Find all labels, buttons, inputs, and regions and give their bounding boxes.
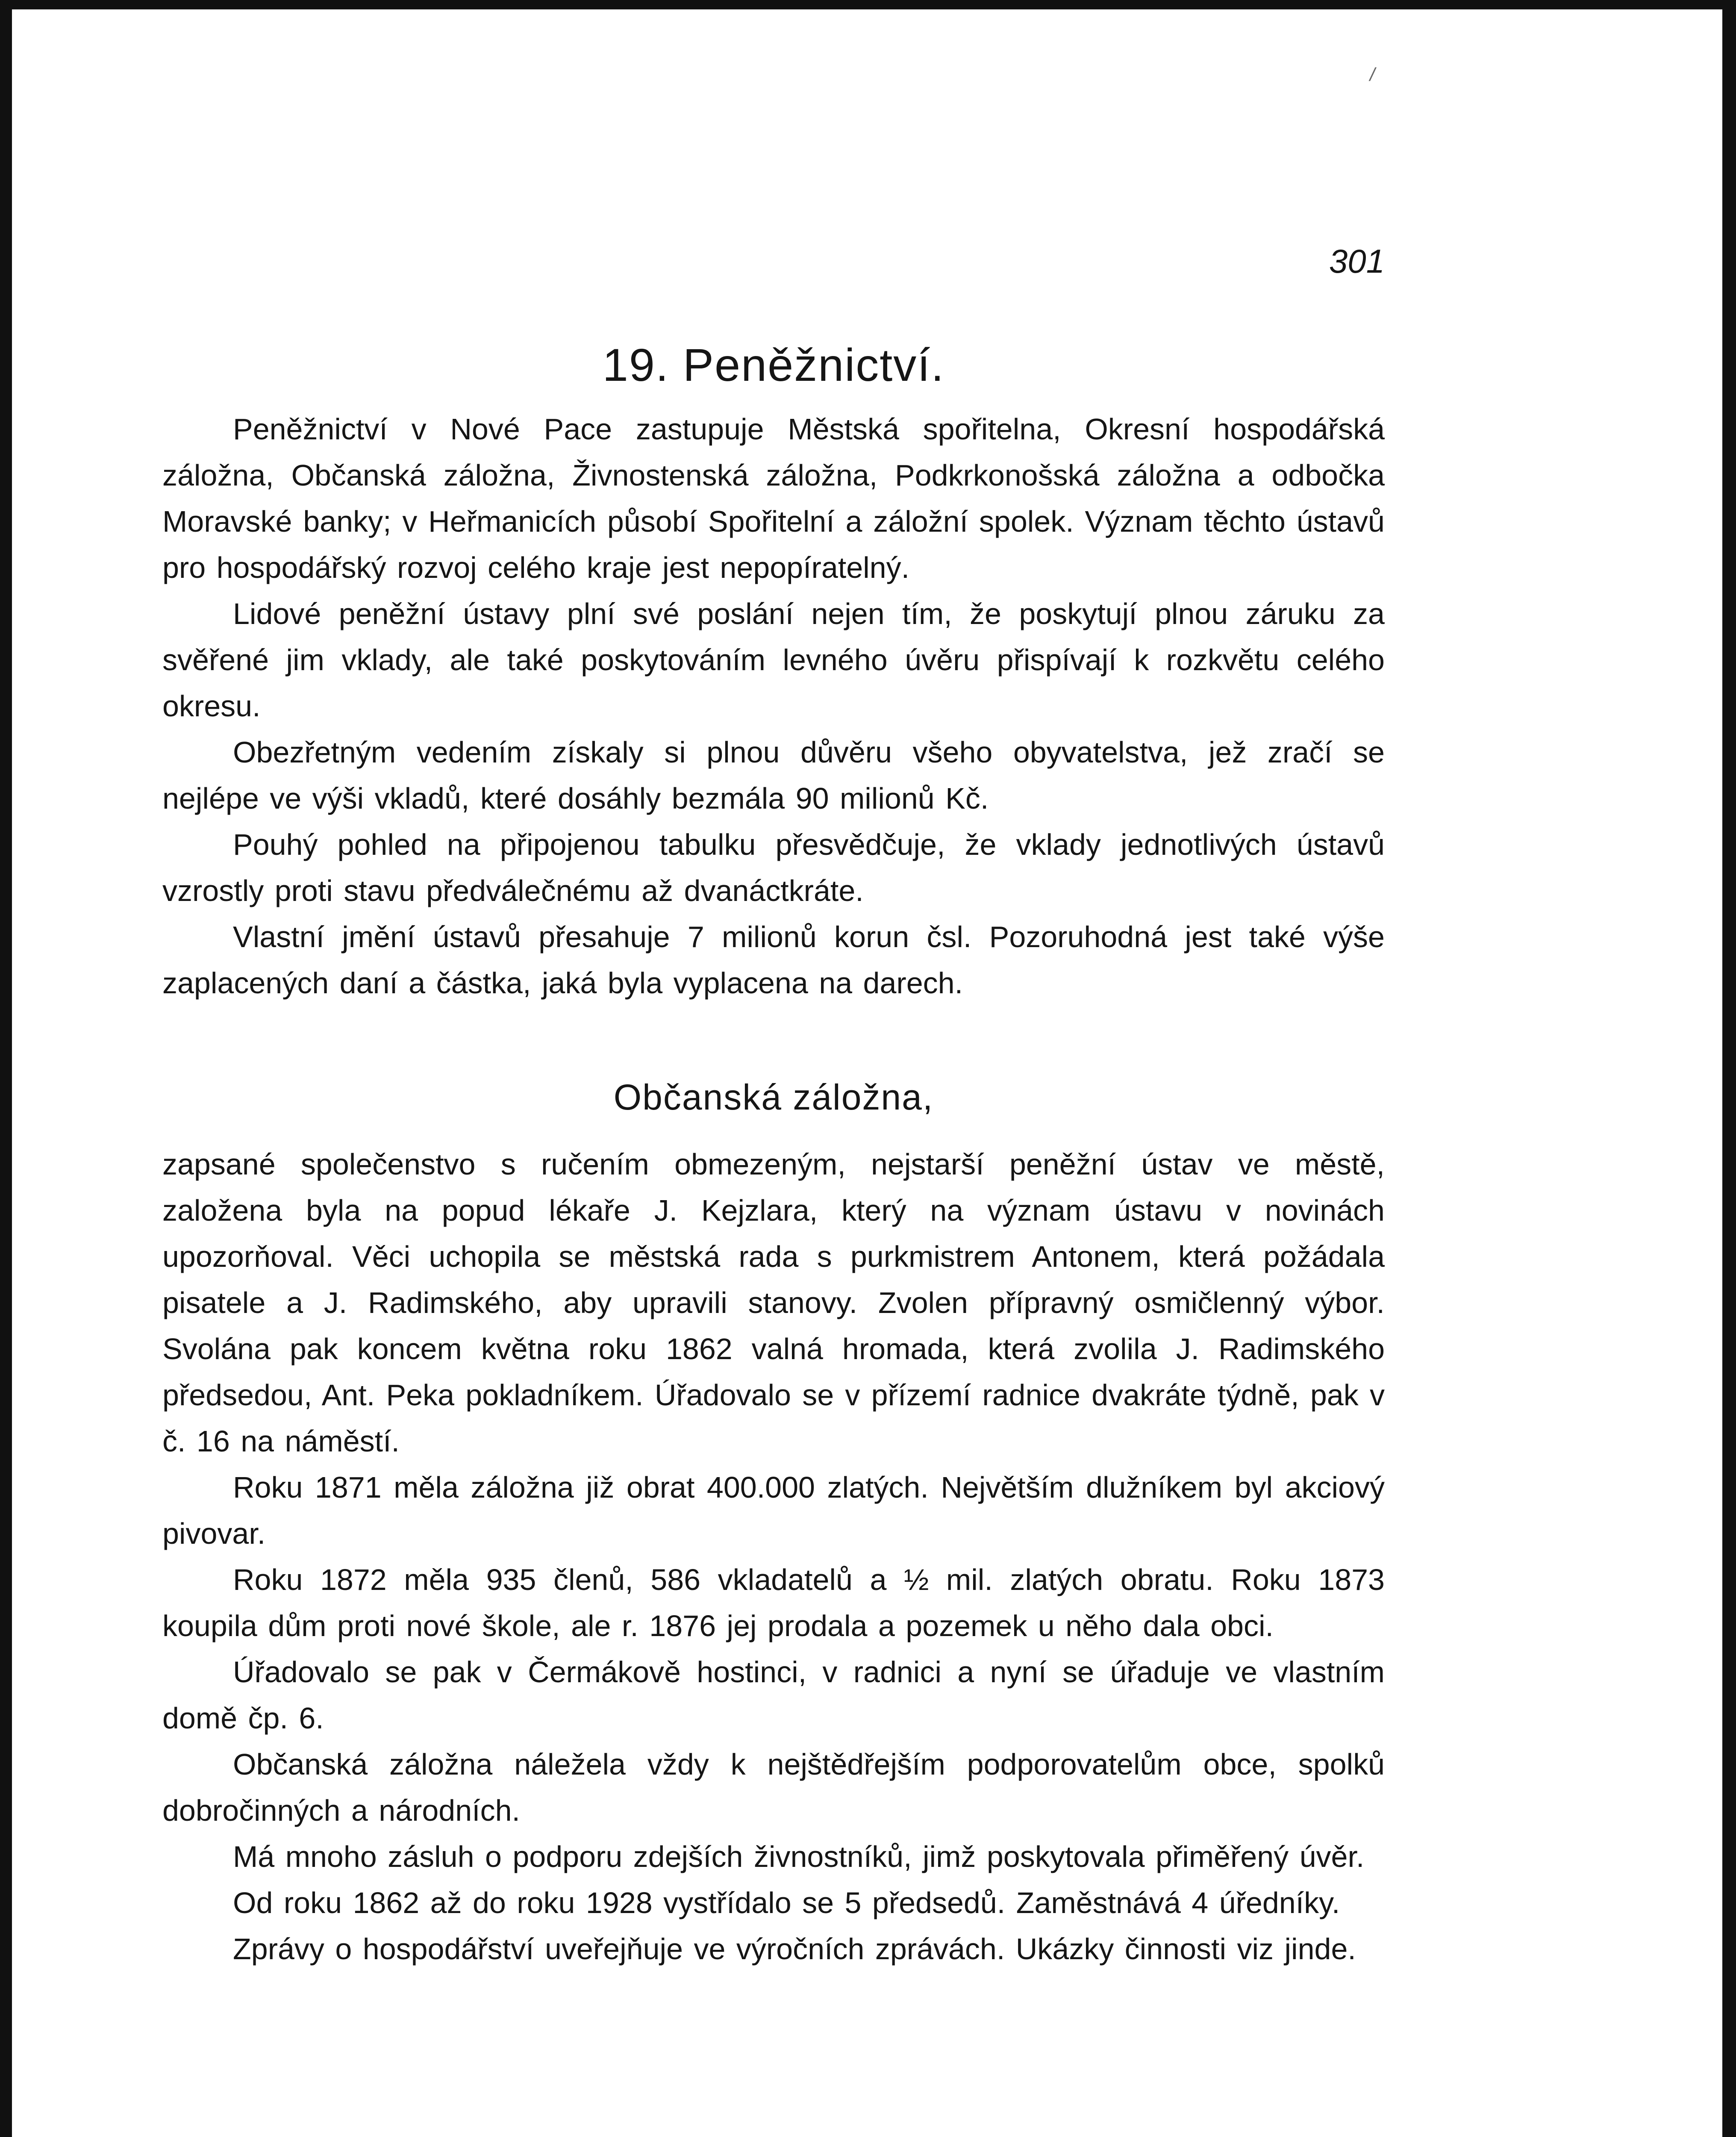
- paragraph: Vlastní jmění ústavů přesahuje 7 milionů korun čsl. Pozoruhodná jest také výše zaplacených daní a částka, jaká byla vyplacena na darech.: [162, 920, 1385, 1000]
- section-title-obcanska-zalozna: Občanská záložna,: [613, 1077, 934, 1117]
- stray-pencil-mark: /: [1370, 64, 1375, 85]
- section-title-penezictvi: 19. Peněžnictví.: [602, 339, 945, 391]
- paragraph: zapsané společenstvo s ručením obmezeným, nejstarší peněžní ústav ve městě, založena byla na popud lékaře J. Kejzlara, který na význam ústavu v novinách upozorňoval. Věci uchopila se městská rada s purkmistrem Antonem, která požádala pisatele a J. Radimského, aby upravili stanovy. Zvolen přípravný osmičlenný výbor. Svolána pak koncem května roku 1862 valná hromada, která zvolila J. Radimského předsedou, Ant. Peka pokladníkem. Úřadovalo se v přízemí radnice dvakráte týdně, pak v č. 16 na náměstí.: [162, 1148, 1385, 1458]
- paragraph: Roku 1871 měla záložna již obrat 400.000 zlatých. Největším dlužníkem byl akciový pivovar.: [162, 1471, 1385, 1550]
- section-body-penezictvi: [162, 406, 1385, 1006]
- paragraph: Od roku 1862 až do roku 1928 vystřídalo se 5 předsedů. Zaměstnává 4 úředníky.: [233, 1886, 1340, 1919]
- paragraph: Peněžnictví v Nové Pace zastupuje Městská spořitelna, Okresní hospodářská záložna, Občanská záložna, Živnostenská záložna, Podkrkonošská záložna a odbočka Moravské banky; v Heřmanicích působí Spořitelní a záložní spolek. Význam těchto ústavů pro hospodářský rozvoj celého kraje jest nepopíratelný.: [162, 412, 1385, 584]
- paragraph: Obezřetným vedením získaly si plnou důvěru všeho obyvatelstva, jež zračí se nejlépe ve výši vkladů, které dosáhly bezmála 90 milionů Kč.: [162, 736, 1385, 815]
- paragraph: Má mnoho zásluh o podporu zdejších živnostníků, jimž poskytovala přiměřený úvěr.: [233, 1840, 1365, 1873]
- paragraph: Úřadovalo se pak v Čermákově hostinci, v radnici a nyní se úřaduje ve vlastním domě čp. 6.: [162, 1655, 1385, 1735]
- paragraph: Občanská záložna náležela vždy k nejštědřejším podporovatelům obce, spolků dobročinných a národních.: [162, 1748, 1385, 1827]
- paragraph: Lidové peněžní ústavy plní své poslání nejen tím, že poskytují plnou záruku za svěřené jim vklady, ale také poskytováním levného úvěru přispívají k rozkvětu celého okresu.: [162, 597, 1385, 723]
- paragraph: Roku 1872 měla 935 členů, 586 vkladatelů a ½ mil. zlatých obratu. Roku 1873 koupila dům proti nové škole, ale r. 1876 jej prodala a pozemek u něho dala obci.: [162, 1563, 1385, 1642]
- page-number: 301: [1329, 242, 1385, 280]
- paragraph: Zprávy o hospodářství uveřejňuje ve výročních zprávách. Ukázky činnosti viz jinde.: [233, 1932, 1356, 1966]
- section-body-obcanska-zalozna: [162, 1141, 1385, 1972]
- paragraph: Pouhý pohled na připojenou tabulku přesvědčuje, že vklady jednotlivých ústavů vzrostly proti stavu předválečnému až dvanáctkráte.: [162, 828, 1385, 907]
